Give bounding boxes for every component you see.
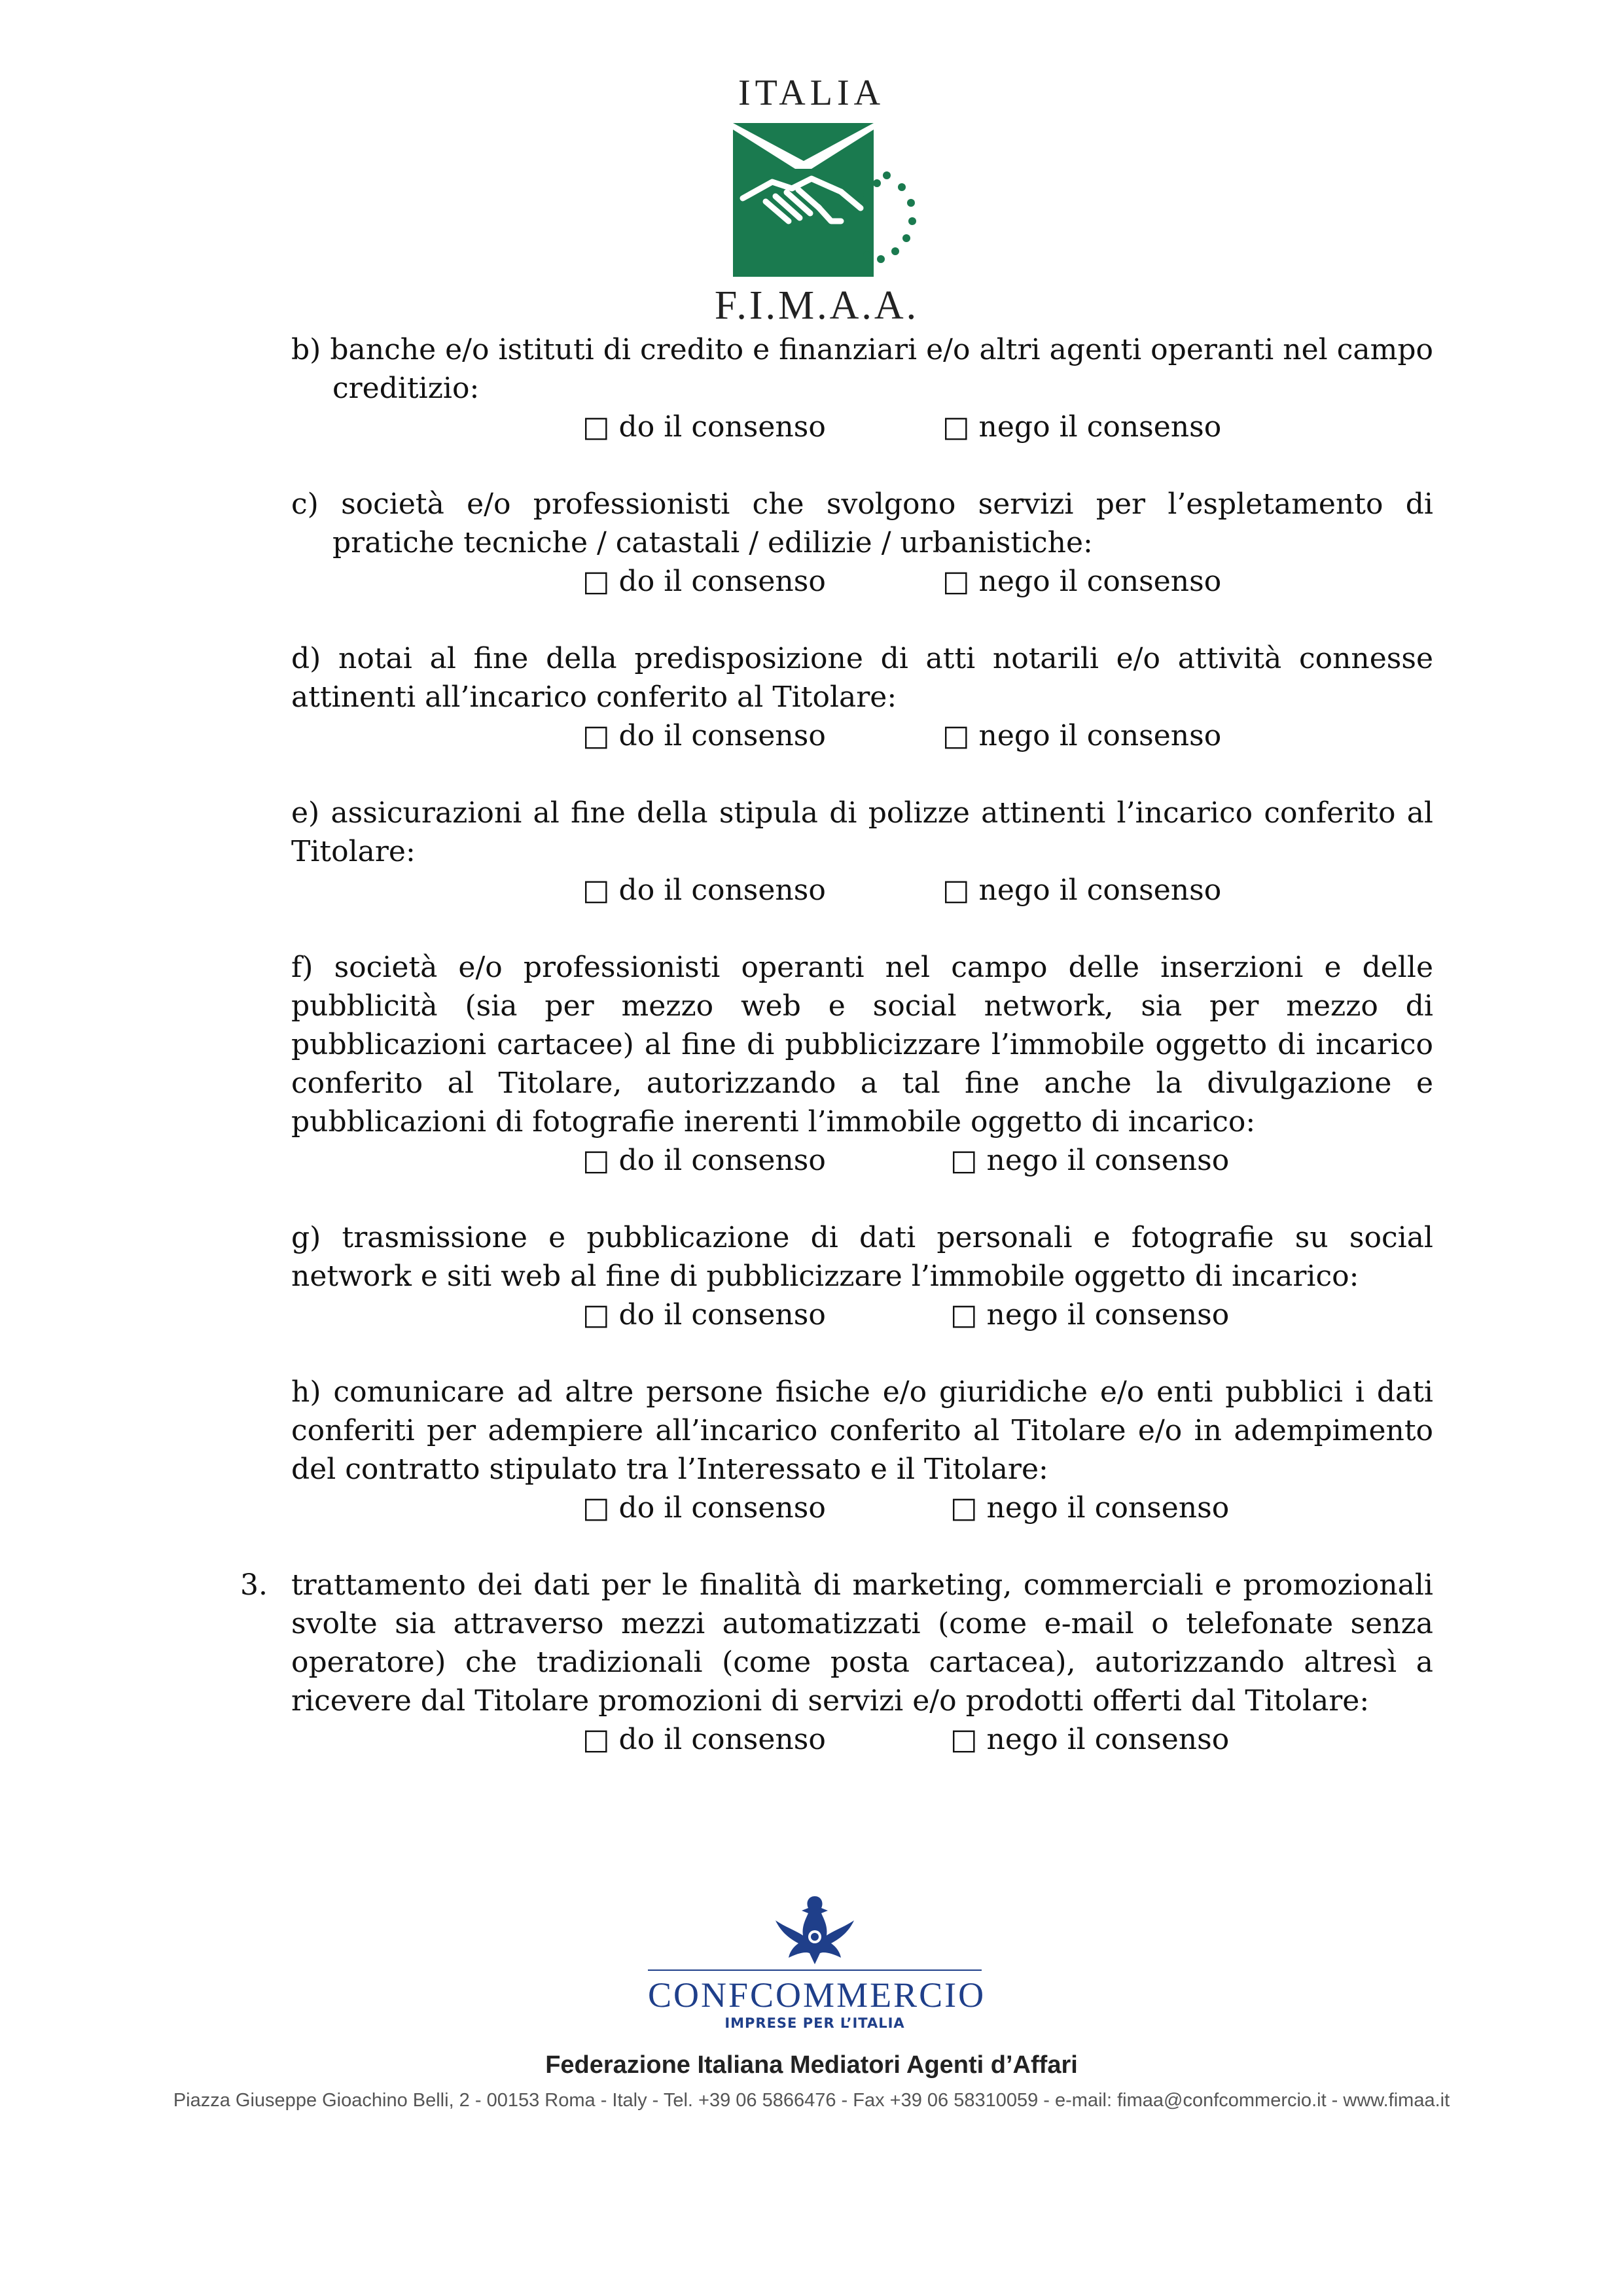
item-text: trattamento dei dati per le finalità di marketing, commerciali e promozionali svolte sia attraverso mezzi automatizzati (come e-mail o telefonate senza operatore) che tradizionali (come posta cartacea), autorizzando altresì a ricevere dal Titolare promozioni di servizi e/o prodotti offerti dal Titolare:	[291, 1568, 1433, 1718]
give-consent-checkbox[interactable]: □ do il consenso	[582, 1298, 826, 1332]
item-text: d) notai al fine della predisposizione di atti notarili e/o attività connesse attinenti all’incarico conferito al Titolare:	[291, 642, 1433, 714]
give-consent-checkbox[interactable]: □ do il consenso	[582, 1144, 826, 1177]
item-text: g) trasmissione e pubblicazione di dati personali e fotografie su social network e siti web al fine di pubblicizzare l’immobile oggetto di incarico:	[291, 1221, 1433, 1293]
consent-item-f	[291, 948, 1433, 1180]
consent-item-e	[291, 794, 1433, 910]
consent-item-3-marketing	[240, 1566, 1433, 1759]
consent-item-c	[291, 485, 1433, 601]
deny-consent-checkbox[interactable]: □ nego il consenso	[942, 410, 1222, 444]
eagle-icon	[769, 1891, 861, 1966]
give-consent-checkbox[interactable]: □ do il consenso	[582, 410, 826, 444]
deny-consent-checkbox[interactable]: □ nego il consenso	[942, 874, 1222, 907]
confcommercio-logo	[648, 1891, 986, 2038]
deny-consent-checkbox[interactable]: □ nego il consenso	[942, 719, 1222, 752]
give-consent-checkbox[interactable]: □ do il consenso	[582, 1491, 826, 1525]
give-consent-checkbox[interactable]: □ do il consenso	[582, 719, 826, 752]
item-text: f) società e/o professionisti operanti nel campo delle inserzioni e delle pubblicità (sia per mezzo web e social network, sia per mezzo di pubblicazioni cartacee) al fine di pubblicizzare l’immobile oggetto di incarico conferito al Titolare, autorizzando a tal fine anche la divulgazione e pubblicazioni di fotografie inerenti l’immobile oggetto di incarico:	[291, 951, 1433, 1139]
deny-consent-checkbox[interactable]: □ nego il consenso	[950, 1144, 1230, 1177]
footer-address: Piazza Giuseppe Gioachino Belli, 2 - 00153 Roma - Italy - Tel. +39 06 5866476 - Fax +39 06 58310059 - e-mail: fimaa@confcommercio.it - www.fimaa.it	[173, 2090, 1450, 2111]
item-text: h) comunicare ad altre persone fisiche e/o giuridiche e/o enti pubblici i dati conferiti per adempiere all’incarico conferito al Titolare e/o in adempimento del contratto stipulato tra l’Interessato e il Titolare:	[291, 1375, 1433, 1486]
handshake-emblem-icon	[726, 123, 942, 287]
deny-consent-checkbox[interactable]: □ nego il consenso	[950, 1298, 1230, 1332]
consent-item-b	[291, 330, 1433, 446]
fimaa-logo	[704, 72, 952, 327]
consent-item-g	[291, 1218, 1433, 1334]
give-consent-checkbox[interactable]: □ do il consenso	[582, 874, 826, 907]
logo-bottom-text: F.I.M.A.A.	[714, 283, 919, 328]
item-text: e) assicurazioni al fine della stipula di polizze attinenti l’incarico conferito al Titolare:	[291, 796, 1433, 868]
consent-item-h	[291, 1373, 1433, 1527]
consent-form	[240, 330, 1433, 1759]
give-consent-checkbox[interactable]: □ do il consenso	[582, 1723, 826, 1756]
federation-name: Federazione Italiana Mediatori Agenti d’Affari	[545, 2051, 1078, 2079]
deny-consent-checkbox[interactable]: □ nego il consenso	[950, 1491, 1230, 1525]
deny-consent-checkbox[interactable]: □ nego il consenso	[950, 1723, 1230, 1756]
deny-consent-checkbox[interactable]: □ nego il consenso	[942, 565, 1222, 598]
confcommercio-wordmark: CONFCOMMERCIO	[648, 1975, 986, 2015]
consent-item-d	[291, 639, 1433, 755]
logo-top-text: ITALIA	[738, 73, 885, 113]
item-text: c) società e/o professionisti che svolgono servizi per l’espletamento di pratiche tecniche / catastali / edilizie / urbanistiche:	[291, 487, 1433, 559]
confcommercio-tagline: IMPRESE PER L’ITALIA	[724, 2015, 905, 2031]
item-text: b) banche e/o istituti di credito e finanziari e/o altri agenti operanti nel campo creditizio:	[291, 333, 1433, 405]
give-consent-checkbox[interactable]: □ do il consenso	[582, 565, 826, 598]
item-number: 3.	[240, 1568, 268, 1602]
